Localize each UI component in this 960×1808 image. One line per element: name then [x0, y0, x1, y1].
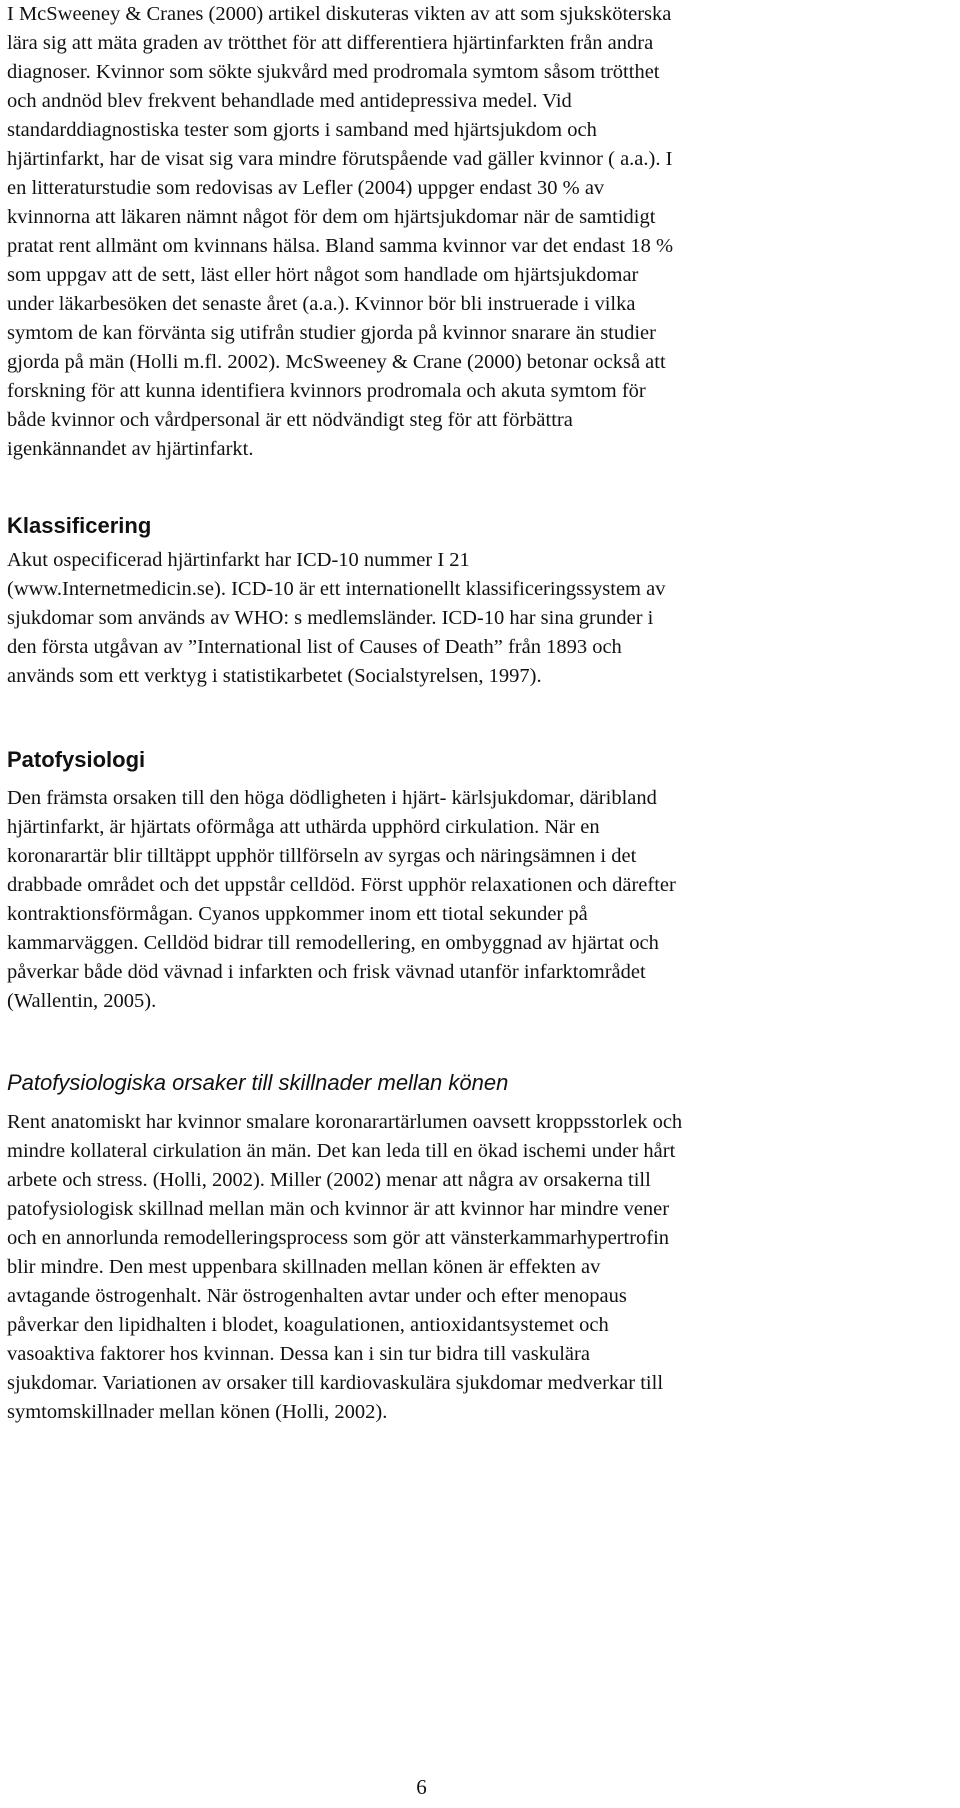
text-line: arbete och stress. (Holli, 2002). Miller (2002) menar att några av orsakerna till — [7, 1169, 651, 1191]
patofysiologi-paragraph — [7, 784, 807, 1016]
text-line: drabbade området och det uppstår celldöd. Först upphör relaxationen och därefter — [7, 874, 676, 896]
text-line: påverkar den lipidhalten i blodet, koagulationen, antioxidantsystemet och — [7, 1314, 609, 1336]
text-line: igenkännandet av hjärtinfarkt. — [7, 438, 254, 460]
subsection-heading-orsaker: Patofysiologiska orsaker till skillnader mellan könen — [7, 1070, 509, 1095]
text-line: och andnöd blev frekvent behandlade med antidepressiva medel. Vid — [7, 90, 572, 112]
text-line: standarddiagnostiska tester som gjorts i samband med hjärtsjukdom och — [7, 119, 597, 141]
text-line: mindre kollateral cirkulation än män. Det kan leda till en ökad ischemi under hårt — [7, 1140, 676, 1162]
text-line: hjärtinfarkt, har de visat sig vara mindre förutspående vad gäller kvinnor ( a.a.). I — [7, 148, 673, 170]
text-line: blir mindre. Den mest uppenbara skillnaden mellan könen är effekten av — [7, 1256, 601, 1278]
klassificering-paragraph — [7, 546, 807, 691]
text-line: koronarartär blir tilltäppt upphör tillförseln av syrgas och näringsämnen i det — [7, 845, 637, 867]
text-line: Rent anatomiskt har kvinnor smalare koronarartärlumen oavsett kroppsstorlek och — [7, 1111, 683, 1133]
text-line: sjukdomar. Variationen av orsaker till kardiovaskulära sjukdomar medverkar till — [7, 1372, 664, 1394]
text-line: Akut ospecificerad hjärtinfarkt har ICD-10 nummer I 21 — [7, 549, 470, 571]
text-line: används som ett verktyg i statistikarbetet (Socialstyrelsen, 1997). — [7, 665, 542, 687]
text-line: (www.Internetmedicin.se). ICD-10 är ett internationellt klassificeringssystem av — [7, 578, 666, 600]
text-line: symtomskillnader mellan könen (Holli, 2002). — [7, 1401, 388, 1423]
text-line: som uppgav att de sett, läst eller hört något som handlade om hjärtsjukdomar — [7, 264, 639, 286]
text-line: pratat rent allmänt om kvinnans hälsa. Bland samma kvinnor var det endast 18 % — [7, 235, 674, 257]
text-line: forskning för att kunna identifiera kvinnors prodromala och akuta symtom för — [7, 380, 646, 402]
text-line: under läkarbesöken det senaste året (a.a.). Kvinnor bör bli instruerade i vilka — [7, 293, 636, 315]
orsaker-paragraph — [7, 1108, 807, 1427]
text-line: både kvinnor och vårdpersonal är ett nödvändigt steg för att förbättra — [7, 409, 573, 431]
text-line: gjorda på män (Holli m.fl. 2002). McSweeney & Crane (2000) betonar också att — [7, 351, 666, 373]
intro-paragraph — [7, 0, 807, 464]
text-line: symtom de kan förvänta sig utifrån studier gjorda på kvinnor snarare än studier — [7, 322, 656, 344]
text-line: avtagande östrogenhalt. När östrogenhalten avtar under och efter menopaus — [7, 1285, 627, 1307]
text-line: diagnoser. Kvinnor som sökte sjukvård med prodromala symtom såsom trötthet — [7, 61, 660, 83]
text-line: I McSweeney & Cranes (2000) artikel diskuteras vikten av att som sjuksköterska — [7, 3, 672, 25]
text-line: kammarväggen. Celldöd bidrar till remodellering, en ombyggnad av hjärtat och — [7, 932, 659, 954]
text-line: hjärtinfarkt, är hjärtats oförmåga att uthärda upphörd cirkulation. När en — [7, 816, 600, 838]
section-heading-patofysiologi: Patofysiologi — [7, 747, 146, 772]
page-number: 6 — [416, 1775, 427, 1799]
text-line: kontraktionsförmågan. Cyanos uppkommer inom ett tiotal sekunder på — [7, 903, 588, 925]
text-line: (Wallentin, 2005). — [7, 990, 157, 1012]
text-line: sjukdomar som används av WHO: s medlemsländer. ICD-10 har sina grunder i — [7, 607, 654, 629]
text-line: Den främsta orsaken till den höga dödligheten i hjärt- kärlsjukdomar, däribland — [7, 787, 657, 809]
text-line: lära sig att mäta graden av trötthet för att differentiera hjärtinfarkten från andra — [7, 32, 654, 54]
text-line: patofysiologisk skillnad mellan män och kvinnor är att kvinnor har mindre vener — [7, 1198, 670, 1220]
text-line: och en annorlunda remodelleringsprocess som gör att vänsterkammarhypertrofin — [7, 1227, 670, 1249]
text-line: den första utgåvan av ”International list of Causes of Death” från 1893 och — [7, 636, 622, 658]
text-line: kvinnorna att läkaren nämnt något för dem om hjärtsjukdomar när de samtidigt — [7, 206, 656, 228]
text-line: vasoaktiva faktorer hos kvinnan. Dessa kan i sin tur bidra till vaskulära — [7, 1343, 590, 1365]
text-line: påverkar både död vävnad i infarkten och frisk vävnad utanför infarktområdet — [7, 961, 646, 983]
text-line: en litteraturstudie som redovisas av Lefler (2004) uppger endast 30 % av — [7, 177, 605, 199]
section-heading-klassificering: Klassificering — [7, 513, 152, 538]
